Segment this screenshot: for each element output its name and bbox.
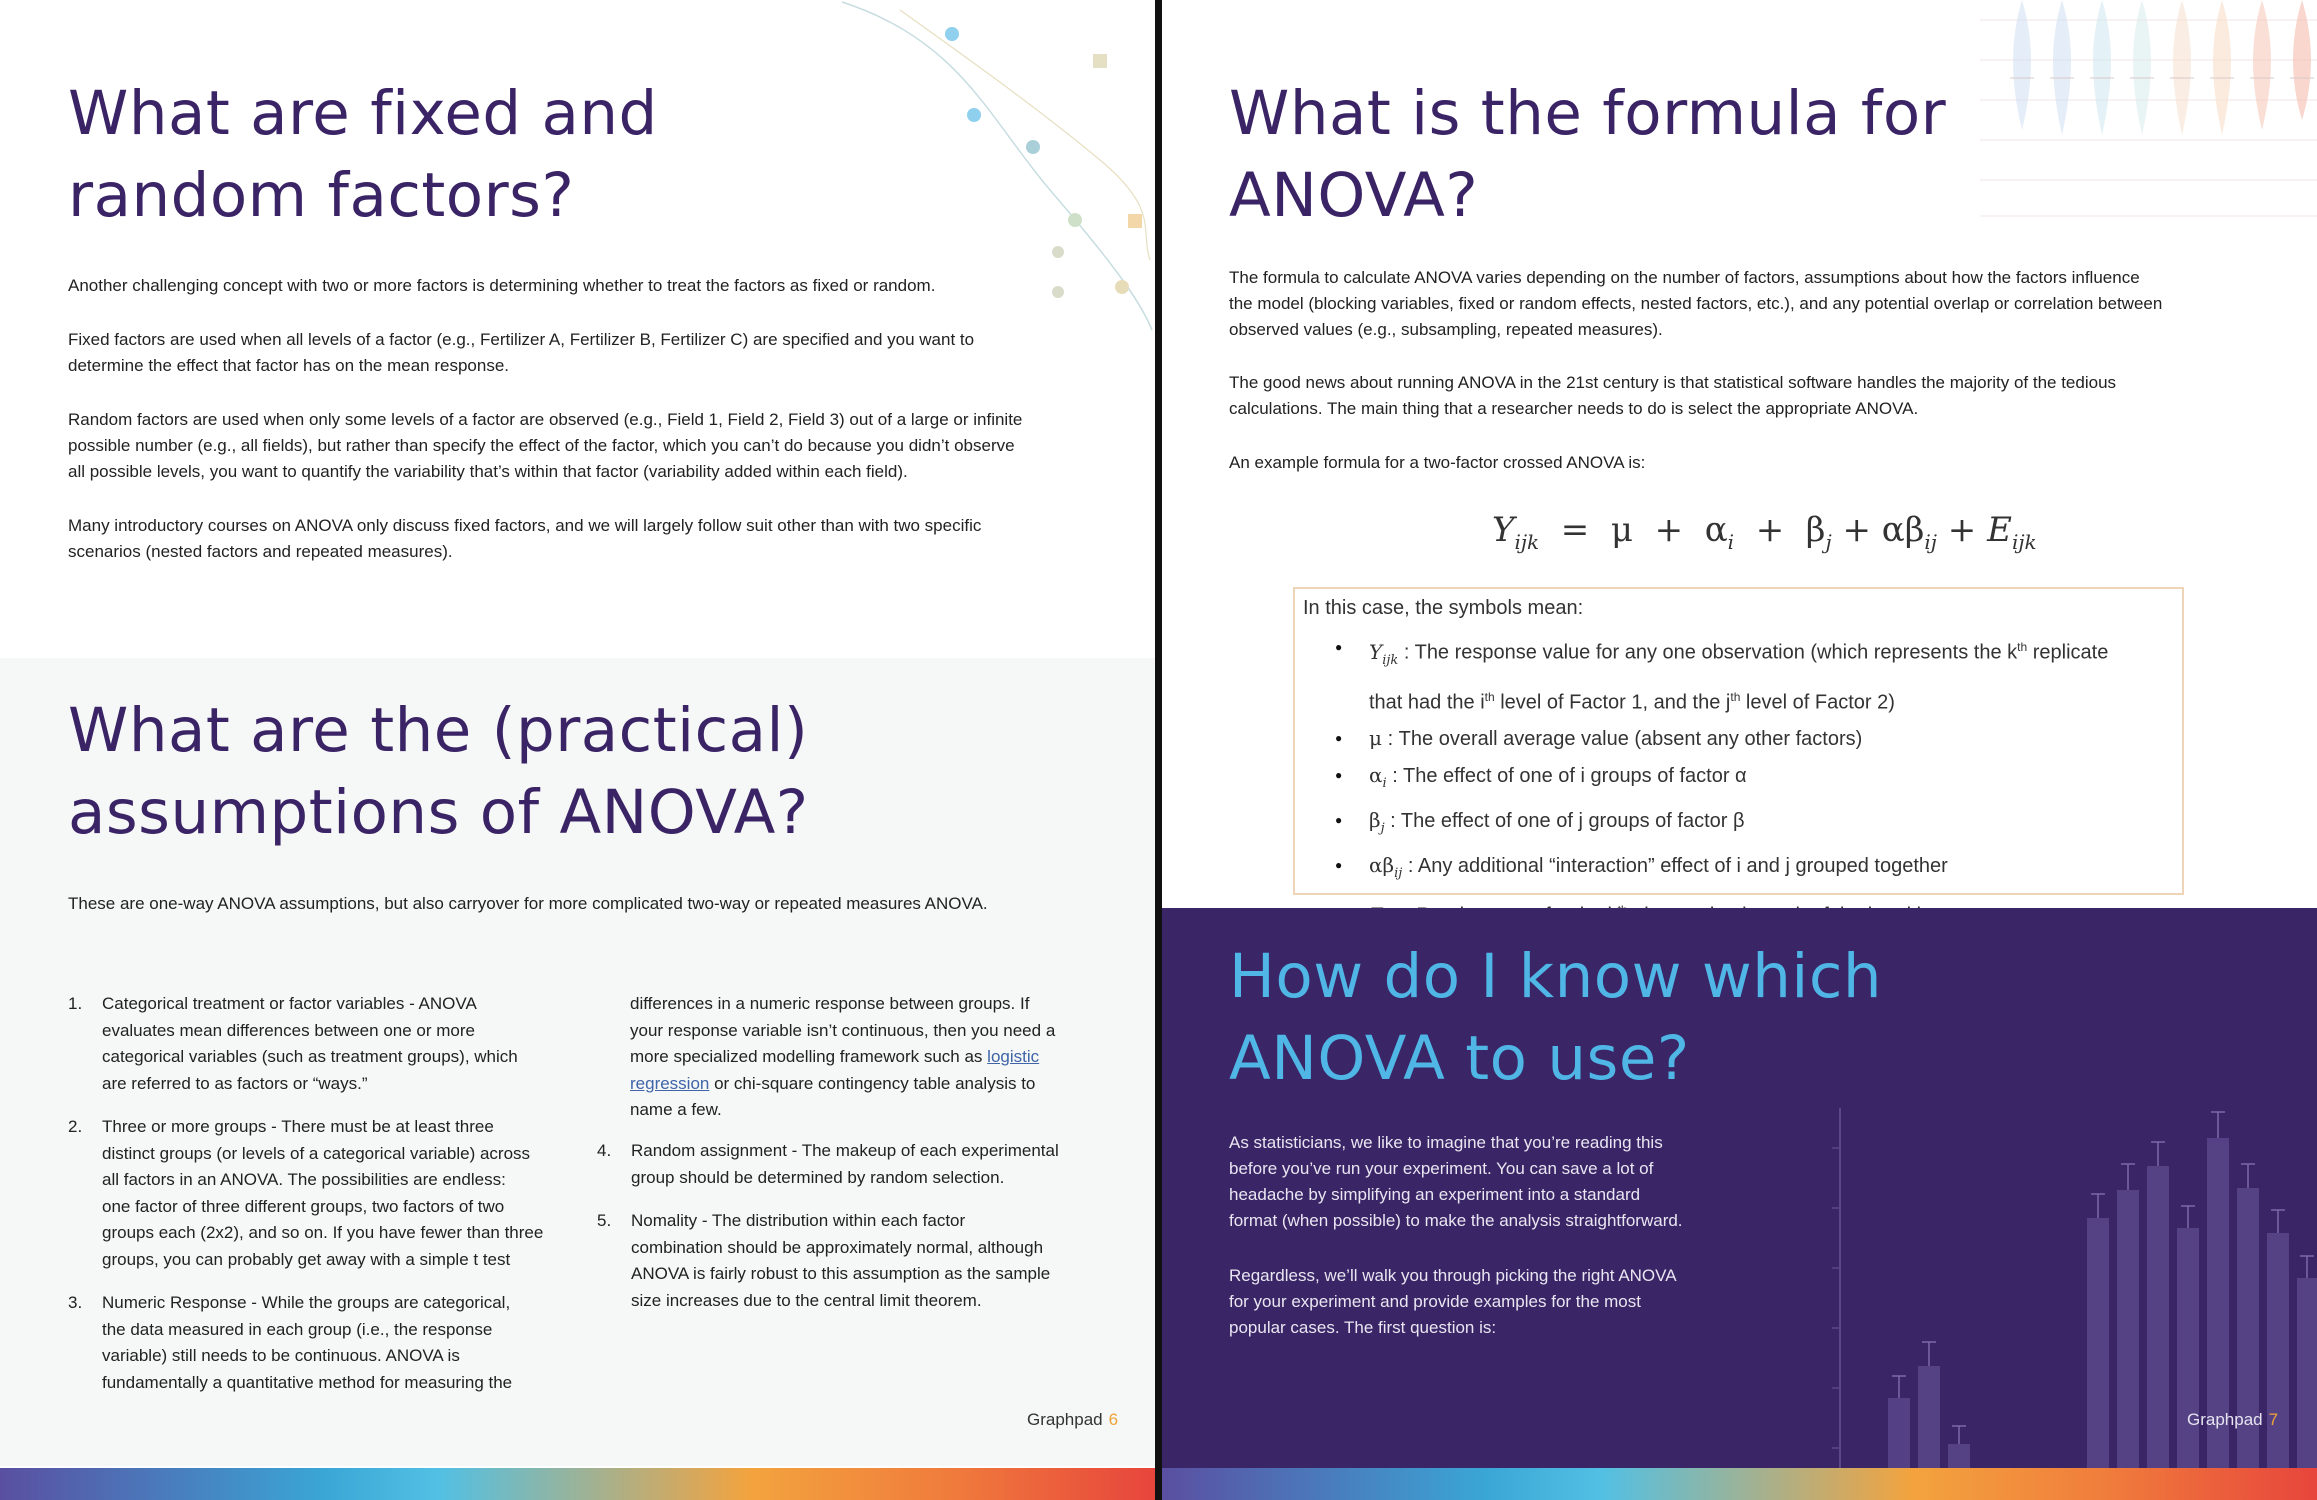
symbol-text: level of Factor 1, and the j (1494, 691, 1731, 714)
text-line: one factor of three different groups, two factors of two (102, 1196, 505, 1216)
text-line: Fixed factors are used when all levels of a factor (e.g., Fertilizer A, Fertilizer B, Fertilizer C) are specified and you want to (68, 330, 975, 349)
symbol: $\alpha\beta_{ij}$ (1369, 853, 1403, 882)
text-line: The formula to calculate ANOVA varies depending on the number of factors, assumptions about how the factors influence (1229, 268, 2140, 287)
text-line: the model (blocking variables, fixed or random effects, nested factors, etc.), and any potential overlap or correlation between (1229, 294, 2163, 313)
paragraph (1229, 1130, 1683, 1234)
heading-assumptions (68, 690, 809, 854)
text-line: Random factors are used when only some levels of a factor are observed (e.g., Field 1, Field 2, Field 3) out of a large or infinite (68, 410, 1023, 429)
brand-name: Graphpad (1027, 1410, 1103, 1429)
text-line: Three or more groups - There must be at least three (102, 1117, 494, 1136)
symbol: μ (1369, 726, 1382, 751)
symbol-item (1335, 847, 2108, 892)
text-line: differences in a numeric response between groups. If (630, 994, 1030, 1013)
text-line: the data measured in each group (i.e., the response (102, 1319, 493, 1339)
heading-fixed-random (68, 73, 658, 237)
text-line: your response variable isn’t continuous, then you need a (630, 1020, 1056, 1040)
text-line: Many introductory courses on ANOVA only discuss fixed factors, and we will largely follow suit other than with two specific (68, 516, 982, 535)
heading-line: What is the formula for (1229, 78, 1947, 149)
symbol-text: : Any additional “interaction” effect of i and j grouped together (1407, 855, 1948, 878)
list-number: 4. (597, 1141, 612, 1160)
paragraph (68, 327, 974, 379)
text-line: categorical variables (such as treatment groups), which (102, 1047, 518, 1066)
dot (967, 108, 981, 122)
gradient-bar (1162, 1468, 2317, 1500)
text-line: headache by simplifying an experiment into a standard (1229, 1185, 1641, 1204)
heading-line: What are the (practical) (68, 695, 809, 766)
text-line: are referred to as factors or “ways.” (102, 1073, 368, 1093)
box-title: In this case, the symbols mean: (1303, 597, 1584, 619)
list-number: 1. (68, 994, 83, 1013)
list-item (68, 1114, 588, 1273)
list-item (597, 1138, 1127, 1191)
text-line: evaluates mean differences between one or more (102, 1020, 475, 1040)
text-line: format (when possible) to make the analysis straightforward. (1229, 1211, 1683, 1230)
logistic-regression-link[interactable]: logistic (987, 1047, 1040, 1066)
page-number: 6 (1108, 1410, 1119, 1429)
paragraph (1229, 370, 2116, 422)
text-line: Nomality - The distribution within each factor (631, 1211, 966, 1230)
text-line: fundamentally a quantitative method for measuring the (102, 1372, 513, 1392)
list-item (597, 1208, 1127, 1314)
superscript: th (1484, 689, 1495, 704)
text-line: before you’ve run your experiment. You can save a lot of (1229, 1159, 1654, 1178)
symbol-item (1335, 757, 2108, 802)
list-number: 5. (597, 1211, 612, 1230)
page-number: 7 (2268, 1410, 2279, 1429)
text-line: scenarios (nested factors and repeated measures). (68, 542, 453, 561)
text-line: calculations. The main thing that a researcher needs to do is select the appropriate ANOVA. (1229, 399, 1919, 418)
symbol-text: : The effect of one of j groups of factor β (1390, 810, 1745, 833)
dot (945, 27, 959, 41)
text-line: Random assignment - The makeup of each experimental (631, 1141, 1059, 1160)
section-assumptions (0, 658, 1155, 1466)
heading-line: random factors? (68, 160, 575, 231)
symbol-list (1335, 629, 2108, 942)
heading-which-anova (1229, 936, 1882, 1100)
text-line: groups, you can probably get away with a simple t test (102, 1249, 511, 1269)
text-line: more specialized modelling framework such as (630, 1047, 983, 1066)
paragraph (68, 513, 981, 565)
paragraph-intro: These are one-way ANOVA assumptions, but also carryover for more complicated two-way or repeated measures ANOVA. (68, 894, 988, 913)
symbol: $\alpha_i$ (1369, 763, 1387, 792)
text-line: name a few. (630, 1100, 722, 1119)
paragraph (1229, 1263, 1677, 1341)
text-line: or chi-square contingency table analysis to (709, 1073, 1036, 1093)
heading-line: How do I know which (1229, 941, 1883, 1012)
gradient-bar (0, 1468, 1155, 1500)
page-divider (1155, 0, 1162, 1500)
symbol-text: replicate (2027, 641, 2109, 664)
text-line: Categorical treatment or factor variables - ANOVA (102, 994, 477, 1013)
text-line: size increases due to the central limit theorem. (631, 1290, 982, 1310)
list-item (68, 991, 588, 1097)
text-line: The good news about running ANOVA in the 21st century is that statistical software handles the majority of the tedious (1229, 373, 2117, 392)
text-line: determine the effect that factor has on the mean response. (68, 356, 510, 375)
text-line: Numeric Response - While the groups are categorical, (102, 1293, 511, 1312)
assumption-list-col2 (597, 1138, 1127, 1331)
symbol-item (1335, 629, 2108, 720)
anova-formula: $Y_{ijk} = \mu + \alpha_i + \beta_j + \alpha\beta_{ij} + E_{ijk}$ (1492, 510, 2037, 554)
page-footer (1027, 1410, 1118, 1430)
list-item (68, 1290, 588, 1396)
logistic-regression-link[interactable]: regression (630, 1073, 710, 1093)
symbol-definitions-box (1293, 587, 2184, 895)
text-line: As statisticians, we like to imagine that you’re reading this (1229, 1133, 1663, 1152)
heading-line: ANOVA? (1229, 160, 1479, 231)
symbol-item (1335, 802, 2108, 847)
brand-name: Graphpad (2187, 1410, 2263, 1429)
assumption-list-col2-continuation (630, 991, 1130, 1124)
paragraph (68, 407, 1022, 485)
heading-line: What are fixed and (68, 78, 658, 149)
paragraph: An example formula for a two-factor crossed ANOVA is: (1229, 453, 1646, 472)
section-which-anova (1162, 908, 2317, 1500)
text-line: popular cases. The first question is: (1229, 1318, 1497, 1337)
assumption-list-col1 (68, 991, 588, 1413)
symbol-text: : The overall average value (absent any other factors) (1387, 728, 1863, 751)
text-line: Regardless, we’ll walk you through picking the right ANOVA (1229, 1266, 1677, 1285)
symbol: $\beta_j$ (1369, 808, 1385, 837)
heading-line: assumptions of ANOVA? (68, 777, 809, 848)
text-line: group should be determined by random selection. (631, 1167, 1005, 1187)
heading-formula (1229, 73, 1946, 237)
paragraph: Another challenging concept with two or more factors is determining whether to treat the factors as fixed or random. (68, 276, 936, 295)
section-formula (1162, 0, 2317, 908)
paragraph (1229, 265, 2162, 343)
text-line: variable) still needs to be continuous. ANOVA is (102, 1346, 460, 1365)
heading-line: ANOVA to use? (1229, 1023, 1690, 1094)
list-number: 2. (68, 1117, 83, 1136)
symbol-item (1335, 720, 2108, 757)
decorative-violin-plot (1980, 0, 2317, 218)
superscript: th (1730, 689, 1741, 704)
text-line: possible number (e.g., all fields), but rather than specify the effect of the factor, which you can’t do because you didn’t observe (68, 436, 1015, 455)
dot (1052, 286, 1064, 298)
text-line: observed values (e.g., subsampling, repeated measures). (1229, 320, 1663, 339)
text-line: all factors in an ANOVA. The possibilities are endless: (102, 1170, 506, 1189)
text-line: distinct groups (or levels of a categorical variable) across (102, 1143, 531, 1163)
text-line: ANOVA is fairly robust to this assumption as the sample (631, 1264, 1051, 1283)
section-fixed-random (0, 0, 1155, 658)
symbol-text: that had the i (1369, 691, 1485, 714)
text-line: groups each (2x2), and so on. If you have fewer than three (102, 1223, 544, 1242)
superscript: th (2017, 640, 2028, 654)
dot (1068, 213, 1082, 227)
page-7 (1162, 0, 2317, 1500)
decorative-bar-chart (1822, 1108, 2317, 1500)
dot (1026, 140, 1040, 154)
text-line: all possible levels, you want to quantify the variability that’s within that factor (variability added within each field). (68, 462, 908, 481)
symbol-text: : The effect of one of i groups of factor α (1392, 765, 1747, 788)
symbol-text: level of Factor 2) (1740, 691, 1895, 714)
symbol: $Y_{ijk}$ (1369, 639, 1399, 668)
dot (1115, 280, 1129, 294)
list-number: 3. (68, 1293, 83, 1312)
symbol-text: : The response value for any one observation (which represents the k (1403, 641, 2018, 664)
page-footer (2187, 1410, 2278, 1430)
text-line: combination should be approximately normal, although (631, 1237, 1044, 1257)
text-line: for your experiment and provide examples for the most (1229, 1292, 1641, 1311)
page-6 (0, 0, 1155, 1500)
dot (1052, 246, 1064, 258)
